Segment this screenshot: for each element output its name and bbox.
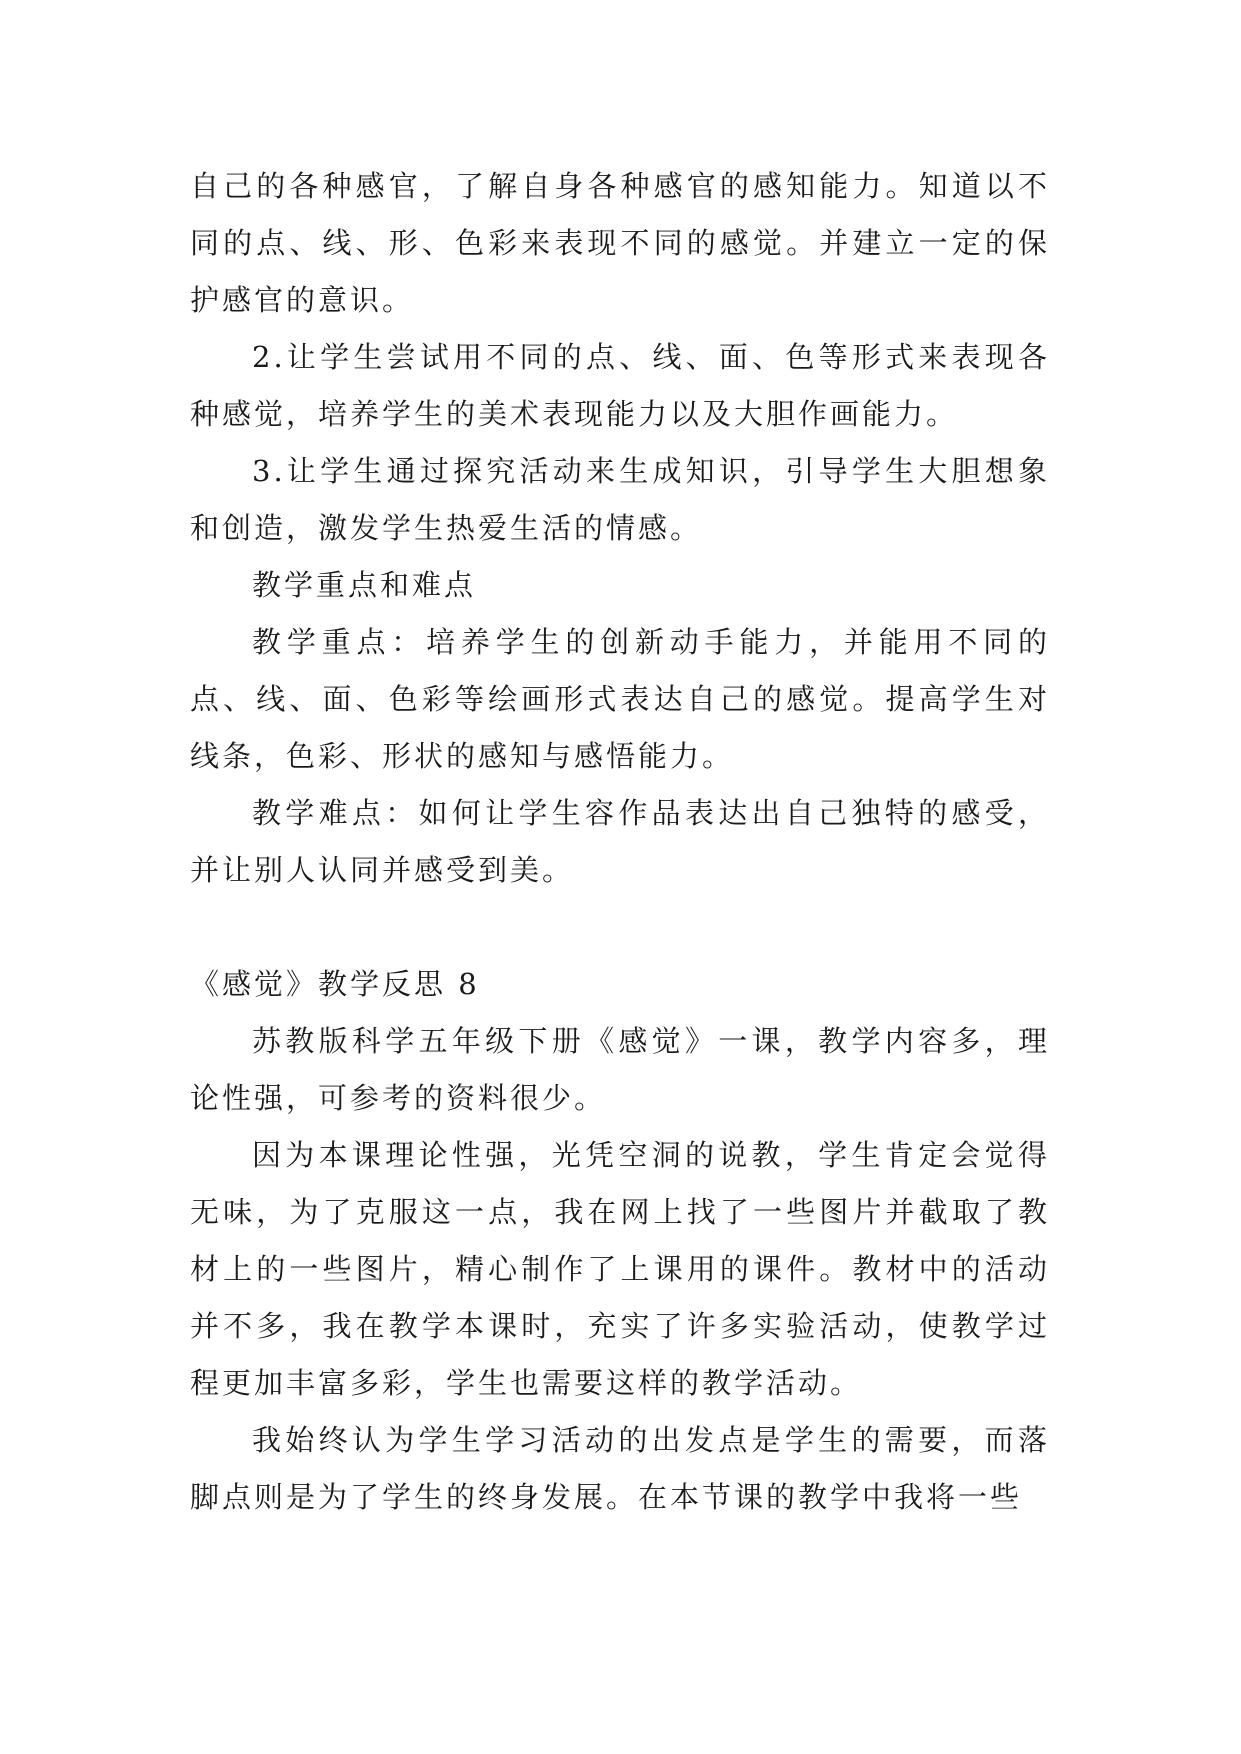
paragraph: 教学难点：如何让学生容作品表达出自己独特的感受，并让别人认同并感受到美。 <box>190 796 1050 887</box>
paragraph: 因为本课理论性强，光凭空洞的说教，学生肯定会觉得无味，为了克服这一点，我在网上找了一些图片并截取了教材上的一些图片，精心制作了上课用的课件。教材中的活动并不多，我在教学本课时，充实了许多实验活动，使教学过程更加丰富多彩，学生也需要这样的教学活动。 <box>190 1138 1050 1400</box>
paragraph: 3.让学生通过探究活动来生成知识，引导学生大胆想象和创造，激发学生热爱生活的情感。 <box>190 454 1050 545</box>
paragraph: 自己的各种感官，了解自身各种感官的感知能力。知道以不同的点、线、形、色彩来表现不同的感觉。并建立一定的保护感官的意识。 <box>190 169 1050 317</box>
document-body <box>190 158 1050 1526</box>
paragraph: 苏教版科学五年级下册《感觉》一课，教学内容多，理论性强，可参考的资料很少。 <box>190 1024 1050 1115</box>
paragraph: 2.让学生尝试用不同的点、线、面、色等形式来表现各种感觉，培养学生的美术表现能力以及大胆作画能力。 <box>190 340 1050 431</box>
section-title: 《感觉》教学反思 8 <box>190 967 480 1001</box>
subheading: 教学重点和难点 <box>252 568 477 602</box>
section-gap <box>190 899 1050 956</box>
paragraph: 我始终认为学生学习活动的出发点是学生的需要，而落脚点则是为了学生的终身发展。在本节课的教学中我将一些 <box>190 1423 1050 1514</box>
paragraph: 教学重点：培养学生的创新动手能力，并能用不同的点、线、面、色彩等绘画形式表达自己的感觉。提高学生对线条，色彩、形状的感知与感悟能力。 <box>190 625 1050 773</box>
